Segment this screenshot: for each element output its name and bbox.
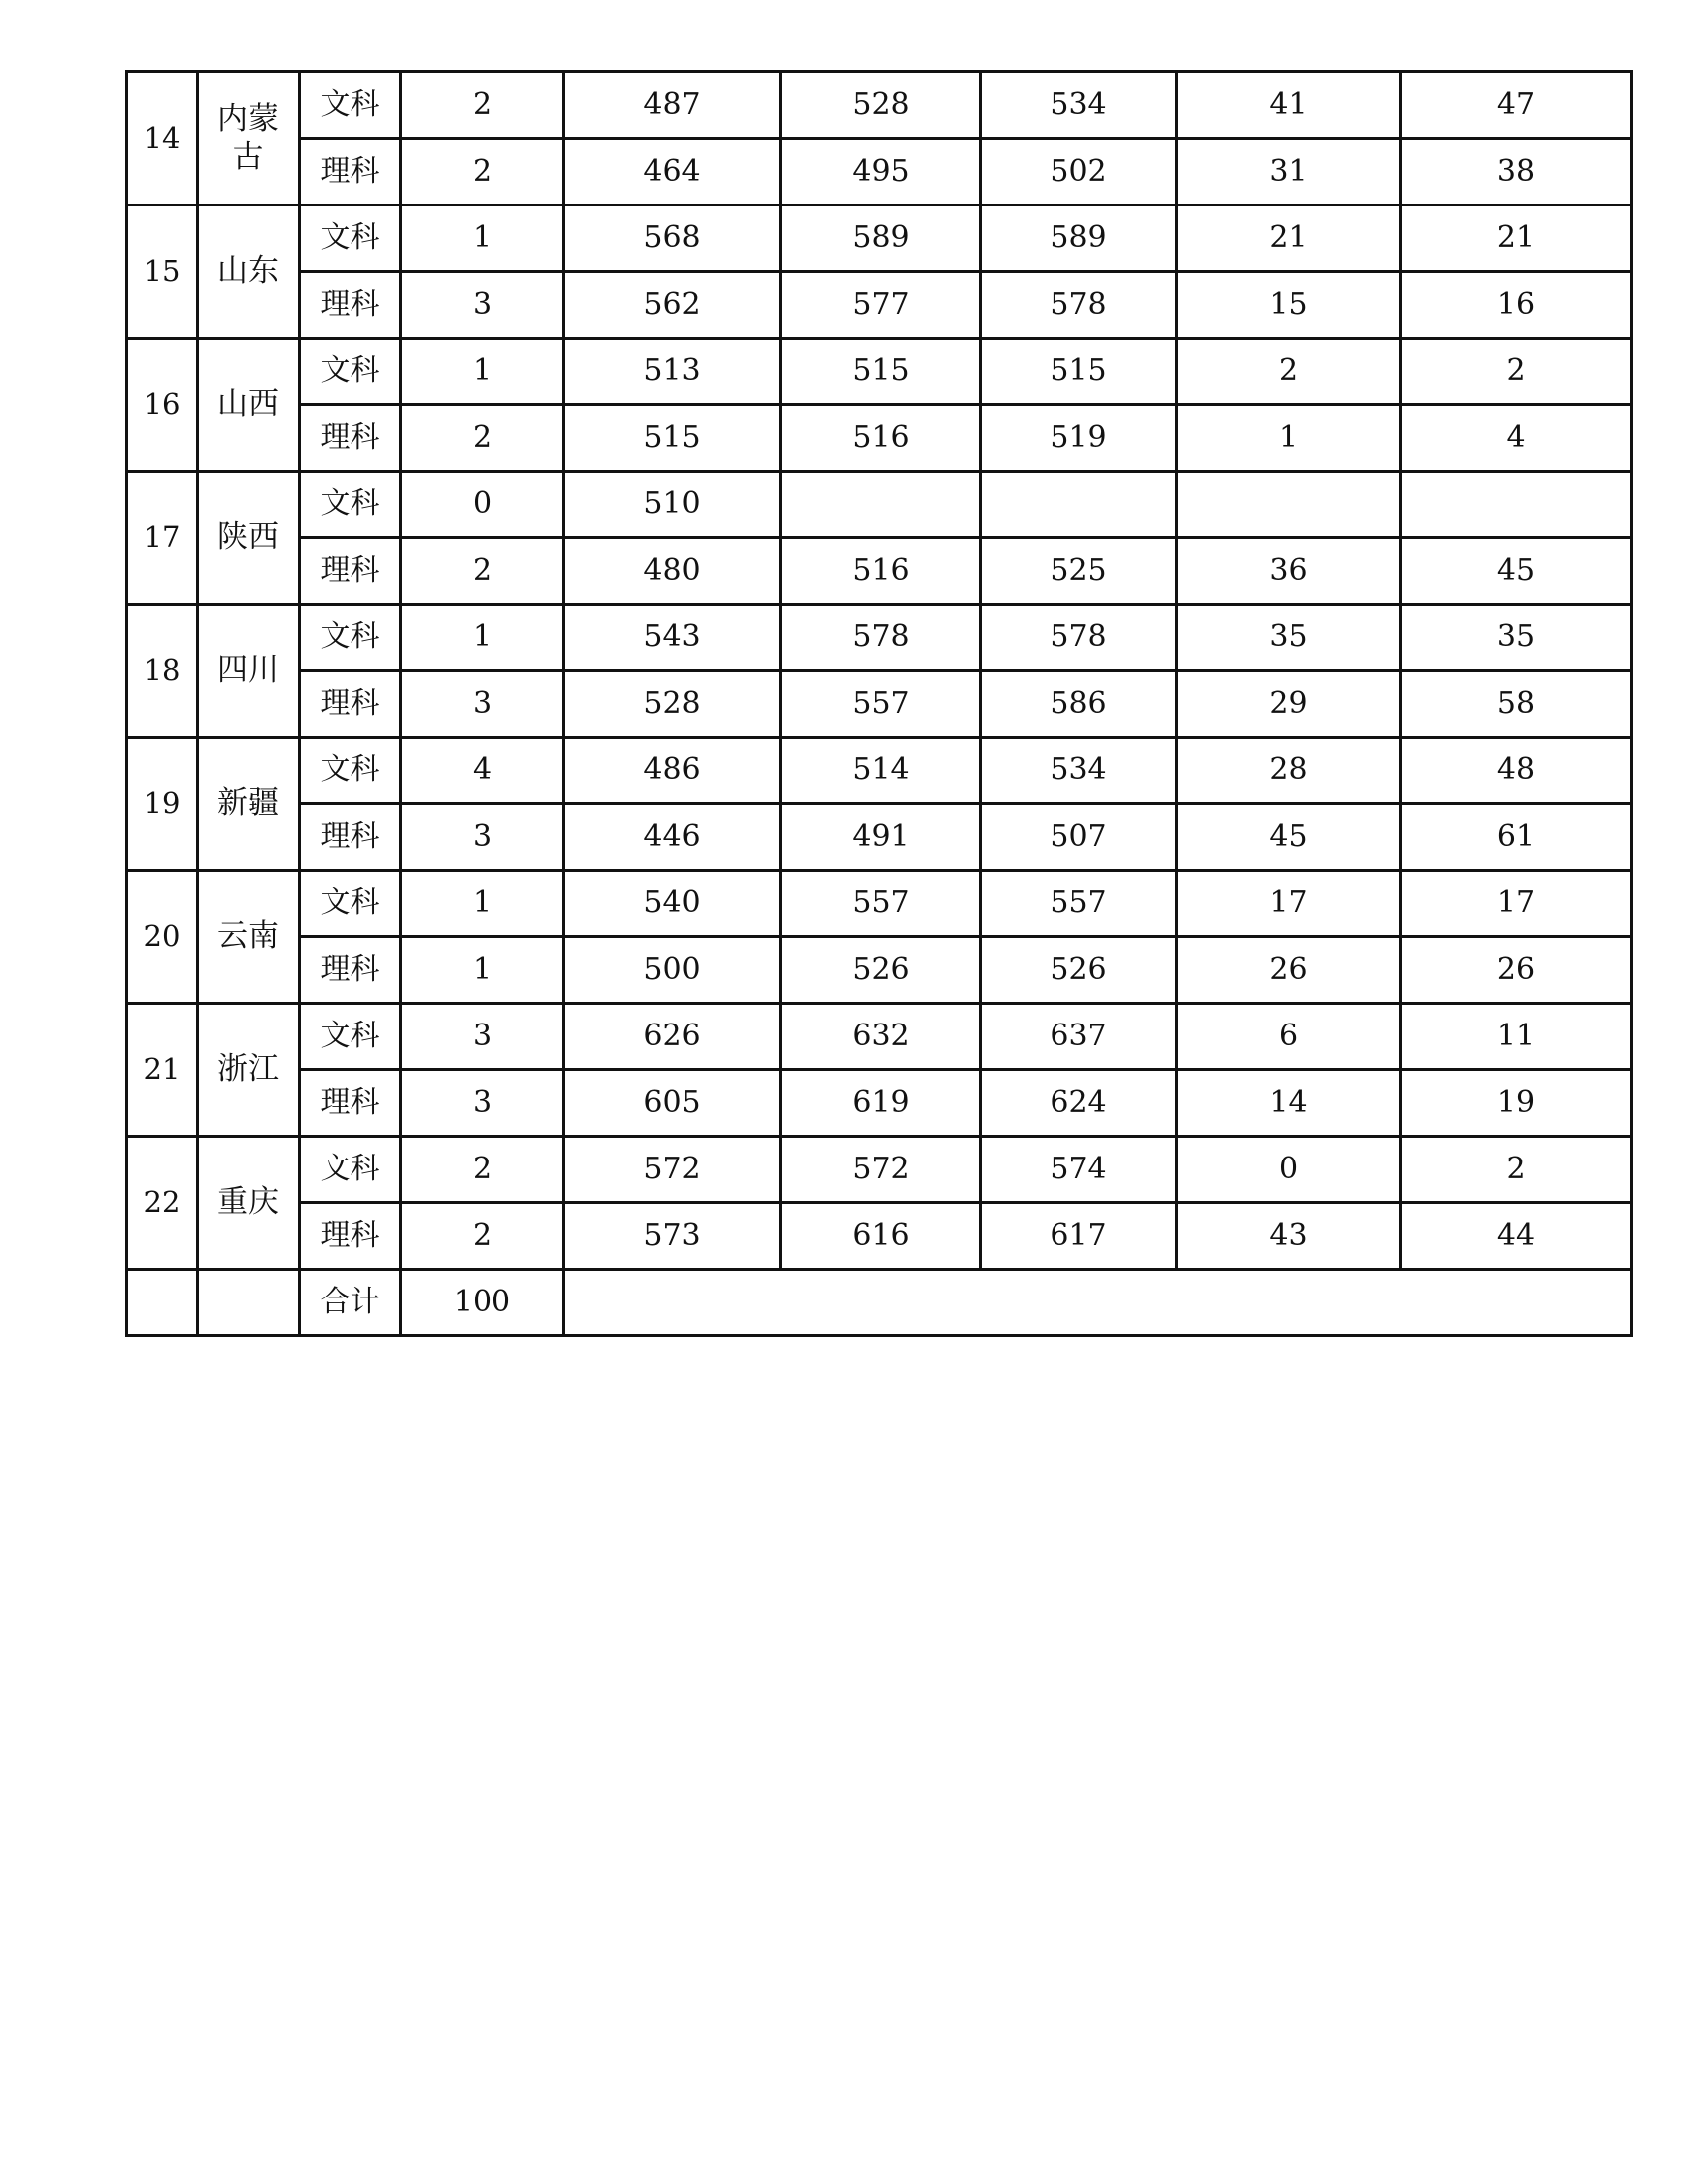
plan-count-cell: 1 (401, 605, 564, 671)
max-score-cell (981, 472, 1177, 538)
min-diff-cell: 35 (1177, 605, 1401, 671)
table-body (127, 72, 1632, 1336)
max-diff-cell: 26 (1401, 937, 1632, 1004)
max-score-cell: 515 (981, 339, 1177, 405)
total-row (127, 1270, 1632, 1336)
plan-count-cell: 0 (401, 472, 564, 538)
table-row (127, 605, 1632, 671)
max-diff-cell: 16 (1401, 272, 1632, 339)
table-row (127, 1203, 1632, 1270)
max-diff-cell (1401, 472, 1632, 538)
max-diff-cell: 58 (1401, 671, 1632, 738)
max-score-cell: 578 (981, 272, 1177, 339)
min-diff-cell: 15 (1177, 272, 1401, 339)
province-cell (198, 205, 300, 339)
min-score-cell: 557 (781, 671, 981, 738)
province-cell (198, 472, 300, 605)
plan-count-cell: 1 (401, 339, 564, 405)
min-diff-cell: 6 (1177, 1004, 1401, 1070)
max-score-cell: 624 (981, 1070, 1177, 1137)
max-score-cell: 574 (981, 1137, 1177, 1203)
control-line-cell: 572 (564, 1137, 781, 1203)
control-line-cell: 487 (564, 72, 781, 139)
max-score-cell: 557 (981, 871, 1177, 937)
min-score-cell: 619 (781, 1070, 981, 1137)
province-cell (198, 1137, 300, 1270)
province-name: 四川 (217, 651, 279, 688)
min-score-cell: 616 (781, 1203, 981, 1270)
province-cell (198, 738, 300, 871)
min-diff-cell: 17 (1177, 871, 1401, 937)
province-cell (198, 1004, 300, 1137)
min-score-cell: 516 (781, 538, 981, 605)
min-diff-cell: 26 (1177, 937, 1401, 1004)
sequence-number-cell: 20 (127, 871, 198, 1004)
control-line-cell: 510 (564, 472, 781, 538)
sequence-number-cell: 14 (127, 72, 198, 205)
min-score-cell: 516 (781, 405, 981, 472)
max-diff-cell: 17 (1401, 871, 1632, 937)
category-cell: 文科 (300, 871, 401, 937)
admission-score-table (125, 70, 1633, 1337)
max-score-cell: 617 (981, 1203, 1177, 1270)
max-score-cell: 534 (981, 72, 1177, 139)
category-cell: 文科 (300, 205, 401, 272)
max-score-cell: 502 (981, 139, 1177, 205)
max-diff-cell: 47 (1401, 72, 1632, 139)
max-diff-cell: 38 (1401, 139, 1632, 205)
category-cell: 文科 (300, 738, 401, 804)
control-line-cell: 626 (564, 1004, 781, 1070)
control-line-cell: 573 (564, 1203, 781, 1270)
province-name: 山西 (217, 385, 279, 422)
min-score-cell: 577 (781, 272, 981, 339)
control-line-cell: 500 (564, 937, 781, 1004)
min-score-cell: 632 (781, 1004, 981, 1070)
table-row (127, 339, 1632, 405)
province-name: 浙江 (217, 1050, 279, 1087)
plan-count-cell: 2 (401, 1137, 564, 1203)
max-score-cell: 578 (981, 605, 1177, 671)
sequence-number-cell: 18 (127, 605, 198, 738)
control-line-cell: 540 (564, 871, 781, 937)
table-row (127, 538, 1632, 605)
table-row (127, 205, 1632, 272)
control-line-cell: 543 (564, 605, 781, 671)
table-row (127, 72, 1632, 139)
max-diff-cell: 48 (1401, 738, 1632, 804)
sequence-number-cell: 17 (127, 472, 198, 605)
max-diff-cell: 45 (1401, 538, 1632, 605)
plan-count-cell: 1 (401, 871, 564, 937)
total-blank-cell (564, 1270, 1632, 1336)
plan-count-cell: 3 (401, 1004, 564, 1070)
empty-cell (198, 1270, 300, 1336)
control-line-cell: 446 (564, 804, 781, 871)
min-diff-cell: 36 (1177, 538, 1401, 605)
table-row (127, 937, 1632, 1004)
category-cell: 理科 (300, 538, 401, 605)
control-line-cell: 464 (564, 139, 781, 205)
empty-cell (127, 1270, 198, 1336)
plan-count-cell: 1 (401, 937, 564, 1004)
table-row (127, 272, 1632, 339)
category-cell: 理科 (300, 1203, 401, 1270)
plan-count-cell: 1 (401, 205, 564, 272)
max-score-cell: 586 (981, 671, 1177, 738)
province-name: 云南 (217, 917, 279, 954)
total-label-cell: 合计 (300, 1270, 401, 1336)
max-diff-cell: 19 (1401, 1070, 1632, 1137)
min-score-cell: 526 (781, 937, 981, 1004)
control-line-cell: 568 (564, 205, 781, 272)
min-score-cell: 578 (781, 605, 981, 671)
min-diff-cell: 45 (1177, 804, 1401, 871)
max-diff-cell: 2 (1401, 339, 1632, 405)
plan-count-cell: 2 (401, 139, 564, 205)
table-row (127, 1004, 1632, 1070)
max-diff-cell: 4 (1401, 405, 1632, 472)
province-name: 山东 (217, 252, 279, 289)
province-cell (198, 72, 300, 205)
category-cell: 文科 (300, 605, 401, 671)
min-score-cell: 557 (781, 871, 981, 937)
total-value-cell: 100 (401, 1270, 564, 1336)
province-cell (198, 871, 300, 1004)
category-cell: 理科 (300, 671, 401, 738)
table-row (127, 139, 1632, 205)
table-row (127, 738, 1632, 804)
min-diff-cell: 0 (1177, 1137, 1401, 1203)
plan-count-cell: 2 (401, 72, 564, 139)
max-score-cell: 589 (981, 205, 1177, 272)
max-score-cell: 507 (981, 804, 1177, 871)
province-cell (198, 339, 300, 472)
max-diff-cell: 21 (1401, 205, 1632, 272)
control-line-cell: 515 (564, 405, 781, 472)
province-name: 重庆 (217, 1183, 279, 1220)
sequence-number-cell: 19 (127, 738, 198, 871)
min-score-cell: 572 (781, 1137, 981, 1203)
min-diff-cell: 1 (1177, 405, 1401, 472)
table-row (127, 671, 1632, 738)
category-cell: 文科 (300, 1004, 401, 1070)
table-row (127, 871, 1632, 937)
min-score-cell: 495 (781, 139, 981, 205)
min-score-cell: 528 (781, 72, 981, 139)
category-cell: 文科 (300, 472, 401, 538)
min-diff-cell: 43 (1177, 1203, 1401, 1270)
plan-count-cell: 4 (401, 738, 564, 804)
table-row (127, 1137, 1632, 1203)
category-cell: 理科 (300, 139, 401, 205)
min-diff-cell: 28 (1177, 738, 1401, 804)
province-cell (198, 605, 300, 738)
max-score-cell: 525 (981, 538, 1177, 605)
plan-count-cell: 3 (401, 272, 564, 339)
min-diff-cell: 41 (1177, 72, 1401, 139)
max-diff-cell: 2 (1401, 1137, 1632, 1203)
min-score-cell: 589 (781, 205, 981, 272)
min-score-cell (781, 472, 981, 538)
min-diff-cell (1177, 472, 1401, 538)
sequence-number-cell: 16 (127, 339, 198, 472)
min-diff-cell: 2 (1177, 339, 1401, 405)
table-row (127, 472, 1632, 538)
min-diff-cell: 21 (1177, 205, 1401, 272)
max-diff-cell: 11 (1401, 1004, 1632, 1070)
plan-count-cell: 3 (401, 1070, 564, 1137)
category-cell: 理科 (300, 405, 401, 472)
category-cell: 理科 (300, 272, 401, 339)
category-cell: 文科 (300, 72, 401, 139)
plan-count-cell: 3 (401, 804, 564, 871)
max-diff-cell: 61 (1401, 804, 1632, 871)
plan-count-cell: 2 (401, 405, 564, 472)
control-line-cell: 528 (564, 671, 781, 738)
category-cell: 理科 (300, 1070, 401, 1137)
category-cell: 文科 (300, 339, 401, 405)
min-score-cell: 514 (781, 738, 981, 804)
control-line-cell: 480 (564, 538, 781, 605)
control-line-cell: 562 (564, 272, 781, 339)
category-cell: 文科 (300, 1137, 401, 1203)
max-diff-cell: 44 (1401, 1203, 1632, 1270)
plan-count-cell: 2 (401, 538, 564, 605)
category-cell: 理科 (300, 804, 401, 871)
max-diff-cell: 35 (1401, 605, 1632, 671)
plan-count-cell: 3 (401, 671, 564, 738)
control-line-cell: 486 (564, 738, 781, 804)
province-name: 内蒙古 (217, 101, 279, 175)
table-row (127, 405, 1632, 472)
sequence-number-cell: 21 (127, 1004, 198, 1137)
min-diff-cell: 29 (1177, 671, 1401, 738)
max-score-cell: 526 (981, 937, 1177, 1004)
plan-count-cell: 2 (401, 1203, 564, 1270)
sequence-number-cell: 22 (127, 1137, 198, 1270)
province-name: 新疆 (217, 784, 279, 821)
sequence-number-cell: 15 (127, 205, 198, 339)
control-line-cell: 513 (564, 339, 781, 405)
max-score-cell: 519 (981, 405, 1177, 472)
min-score-cell: 515 (781, 339, 981, 405)
min-diff-cell: 14 (1177, 1070, 1401, 1137)
max-score-cell: 637 (981, 1004, 1177, 1070)
table-row (127, 1070, 1632, 1137)
min-score-cell: 491 (781, 804, 981, 871)
max-score-cell: 534 (981, 738, 1177, 804)
province-name: 陕西 (217, 518, 279, 555)
table-row (127, 804, 1632, 871)
min-diff-cell: 31 (1177, 139, 1401, 205)
category-cell: 理科 (300, 937, 401, 1004)
control-line-cell: 605 (564, 1070, 781, 1137)
